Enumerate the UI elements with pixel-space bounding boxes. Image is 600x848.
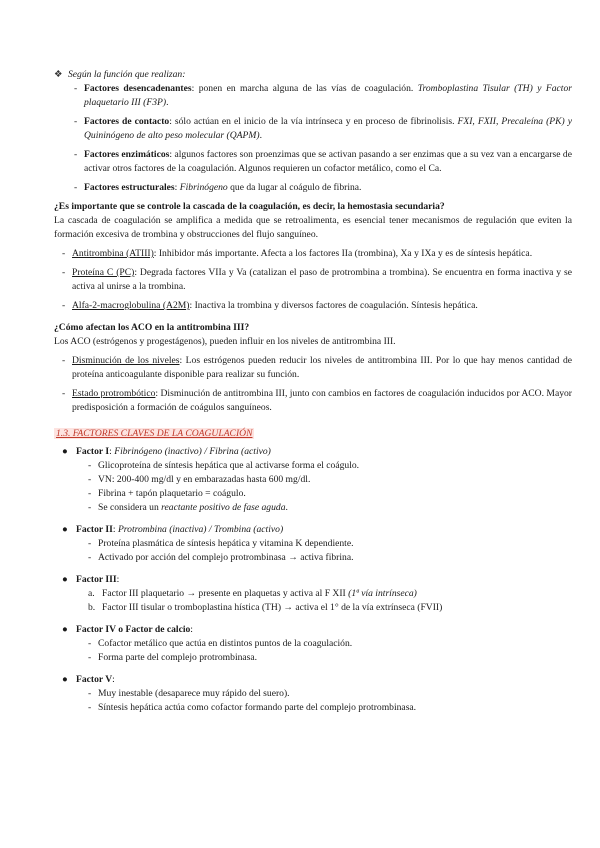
- list-item: - Proteína plasmática de síntesis hepática y vitamina K dependiente.: [88, 538, 354, 549]
- section-title-row: [54, 427, 572, 441]
- list-item: - Fibrina + tapón plaquetario = coágulo.: [88, 488, 246, 499]
- list-item: - Cofactor metálico que actúa en distintos puntos de la coagulación.: [88, 638, 353, 649]
- question-intro: La cascada de coagulación se amplifica a medida que se retroalimenta, es esencial tener mecanismos de regulación que eviten la formación excesiva de trombina y obstrucciones del flujo sanguíneo.: [54, 215, 572, 240]
- question-title: ¿Cómo afectan los ACO en la antitrombina III?: [54, 322, 250, 333]
- aco-effects-list: [62, 354, 572, 415]
- function-item: - Factores estructurales: Fibrinógeno que da lugar al coágulo de fibrina.: [74, 182, 362, 193]
- function-heading-row: ❖ Según la función que realizan:: [54, 69, 186, 80]
- factor-iii-block: ● Factor III: a. Factor III plaquetario → presente en plaquetas y activa al F XII (1ª vía intrínseca) b. Factor III tisular o tromboplastina hística (TH) → activa el 1° de la vía extrínseca (FVII): [54, 573, 572, 615]
- list-item: - Proteína C (PC): Degrada factores VIIa y Va (catalizan el paso de protrombina a trombina). Se encuentra en forma inactiva y se activa al unirse a la trombina.: [62, 267, 572, 292]
- bullet-icon: ●: [62, 624, 68, 635]
- inhibitor-list: [62, 247, 572, 313]
- factor-i-block: ● Factor I: Fibrinógeno (inactivo) / Fibrina (activo) - Glicoproteína de síntesis hepática que al activarse forma el coágulo. - VN: 200-400 mg/dl y en embarazadas hasta 600 mg/dl. - Fibrina + tapón plaquetario = coágulo. - Se considera un reactante positivo de fase aguda.: [54, 445, 572, 515]
- function-heading: Según la función que realizan: [68, 69, 183, 80]
- list-item: a. Factor III plaquetario → presente en plaquetas y activa al F XII (1ª vía intrínseca): [88, 588, 417, 599]
- list-item: - Alfa-2-macroglobulina (A2M): Inactiva la trombina y diversos factores de coagulación. Síntesis hepática.: [62, 300, 478, 311]
- question-title: ¿Es importante que se controle la cascada de la coagulación, es decir, la hemostasia secundaria?: [54, 201, 445, 212]
- factor-iv-block: ● Factor IV o Factor de calcio: - Cofactor metálico que actúa en distintos puntos de la coagulación. - Forma parte del complejo protrombinasa.: [54, 623, 572, 665]
- function-item: - Factores de contacto: sólo actúan en el inicio de la vía intrínseca y en proceso de fibrinolisis. FXI, FXII, Precaleína (PK) y Quininógeno de alto peso molecular (QAPM).: [74, 116, 572, 141]
- bullet-icon: ●: [62, 446, 68, 457]
- list-item: - Forma parte del complejo protrombinasa.: [88, 652, 258, 663]
- section-title: 1.3. FACTORES CLAVES DE LA COAGULACIÓN: [56, 428, 253, 439]
- list-item: - Glicoproteína de síntesis hepática que al activarse forma el coágulo.: [88, 460, 360, 471]
- function-item: - Factores desencadenantes: ponen en marcha alguna de las vías de coagulación. Tromboplastina Tisular (TH) y Factor plaquetario III (F3P).: [74, 83, 572, 108]
- list-item: - Síntesis hepática actúa como cofactor formando parte del complejo protrombinasa.: [88, 702, 417, 713]
- function-list: [74, 82, 572, 195]
- factor-v-block: ● Factor V: - Muy inestable (desaparece muy rápido del suero). - Síntesis hepática actúa como cofactor formando parte del complejo protrombinasa.: [54, 673, 572, 715]
- list-item: - Muy inestable (desaparece muy rápido del suero).: [88, 688, 290, 699]
- list-item: b. Factor III tisular o tromboplastina hística (TH) → activa el 1° de la vía extrínseca (FVII): [88, 602, 443, 613]
- list-item: - VN: 200-400 mg/dl y en embarazadas hasta 600 mg/dl.: [88, 474, 311, 485]
- list-item: - Se considera un reactante positivo de fase aguda.: [88, 502, 288, 513]
- list-item: - Activado por acción del complejo protrombinasa → activa fibrina.: [88, 552, 354, 563]
- bullet-icon: ●: [62, 574, 68, 585]
- diamond-bullet-icon: ❖: [54, 69, 63, 80]
- bullet-icon: ●: [62, 674, 68, 685]
- bullet-icon: ●: [62, 524, 68, 535]
- factor-ii-block: ● Factor II: Protrombina (inactiva) / Trombina (activo) - Proteína plasmática de síntesis hepática y vitamina K dependiente. - Activado por acción del complejo protrombinasa → activa fibrina.: [54, 523, 572, 565]
- list-item: - Antitrombina (ATIII): Inhibidor más importante. Afecta a los factores IIa (trombina), Xa y IXa y es de síntesis hepática.: [62, 248, 533, 259]
- question-intro: Los ACO (estrógenos y progestágenos), pueden influir en los niveles de antitrombina III.: [54, 336, 396, 347]
- list-item: - Estado protrombótico: Disminución de antitrombina III, junto con cambios en factores de coagulación inducidos por ACO. Mayor predisposición a formación de coágulos sanguíneos.: [62, 388, 572, 413]
- function-item: - Factores enzimáticos: algunos factores son proenzimas que se activan pasando a ser enzimas que a su vez van a encargarse de activar otros factores de la coagulación. Algunos requieren un cofactor metálico, como el Ca.: [74, 149, 572, 174]
- list-item: - Disminución de los niveles: Los estrógenos pueden reducir los niveles de antitrombina III. Por lo que hay menos cantidad de proteína anticoagulante disponible para realizar su función.: [62, 355, 572, 380]
